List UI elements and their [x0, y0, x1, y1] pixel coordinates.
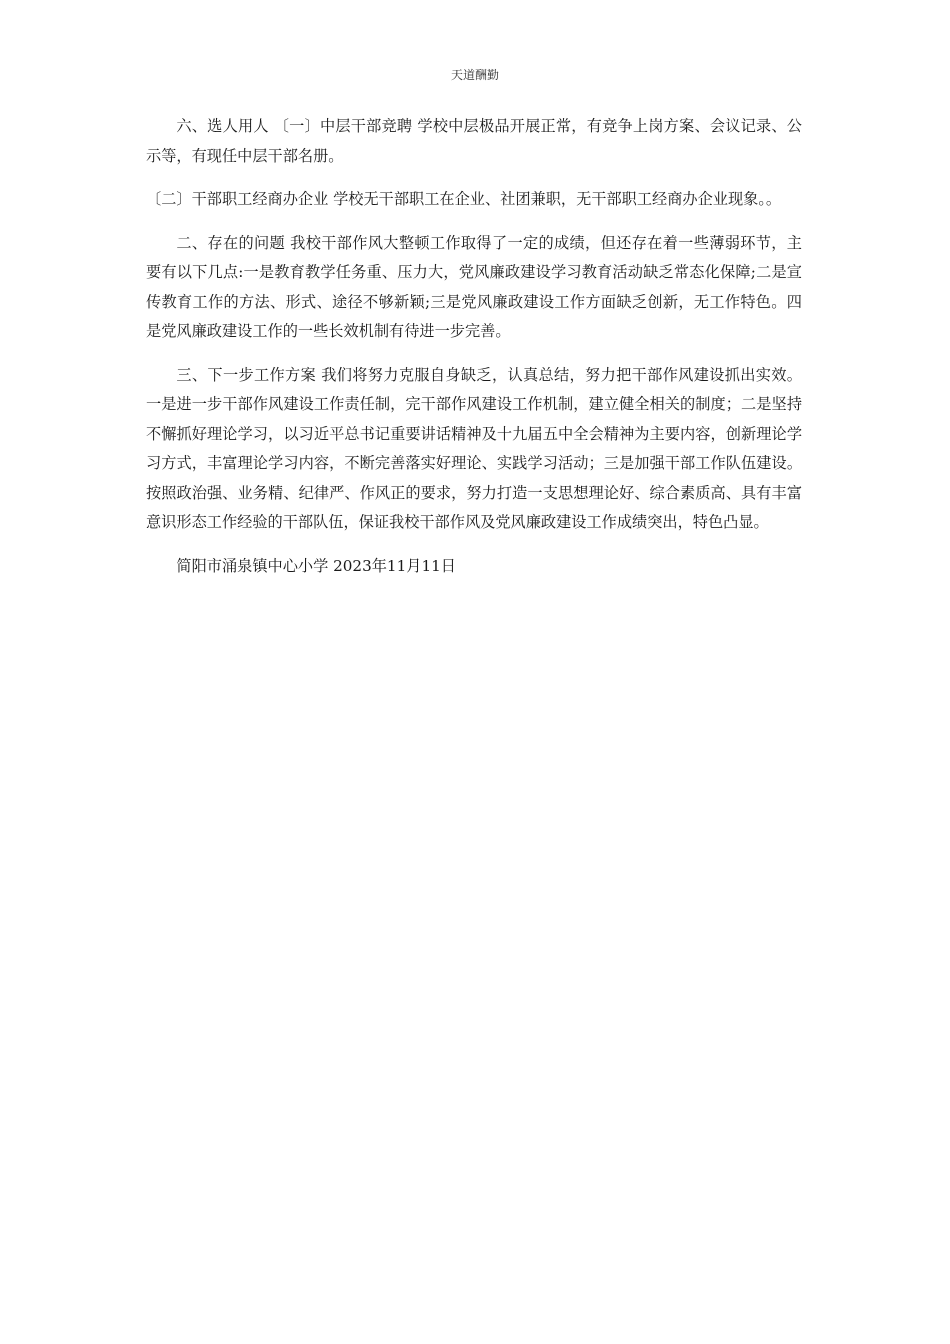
signature-line: 简阳市涌泉镇中心小学 2023年11月11日 — [176, 556, 456, 575]
paragraph-selection-of-personnel: 六、选人用人 〔一〕中层干部竞聘 学校中层极品开展正常，有竞争上岗方案、会议记录、公示等，有现任中层干部名册。 — [146, 117, 802, 165]
paragraph-cadre-business: 〔二〕干部职工经商办企业 学校无干部职工在企业、社团兼职，无干部职工经商办企业现象。。 — [146, 190, 782, 208]
page-header: 天道酬勤 — [450, 68, 499, 82]
document-body — [146, 112, 802, 581]
paragraph-existing-problems: 二、存在的问题 我校干部作风大整顿工作取得了一定的成绩，但还存在着一些薄弱环节，主要有以下几点:一是教育教学任务重、压力大，党风廉政建设学习教育活动缺乏常态化保障;二是宣传教育工作的方法、形式、途径不够新颖;三是党风廉政建设工作方面缺乏创新，无工作特色。四是党风廉政建设工作的一些长效机制有待进一步完善。 — [146, 233, 802, 340]
paragraph-next-steps: 三、下一步工作方案 我们将努力克服自身缺乏，认真总结，努力把干部作风建设抓出实效。一是进一步干部作风建设工作责任制，完干部作风建设工作机制，建立健全相关的制度；二是坚持不懈抓好理论学习，以习近平总书记重要讲话精神及十九届五中全会精神为主要内容，创新理论学习方式，丰富理论学习内容，不断完善落实好理论、实践学习活动；三是加强干部工作队伍建设。按照政治强、业务精、纪律严、作风正的要求，努力打造一支思想理论好、综合素质高、具有丰富意识形态工作经验的干部队伍，保证我校干部作风及党风廉政建设工作成绩突出，特色凸显。 — [146, 365, 802, 531]
